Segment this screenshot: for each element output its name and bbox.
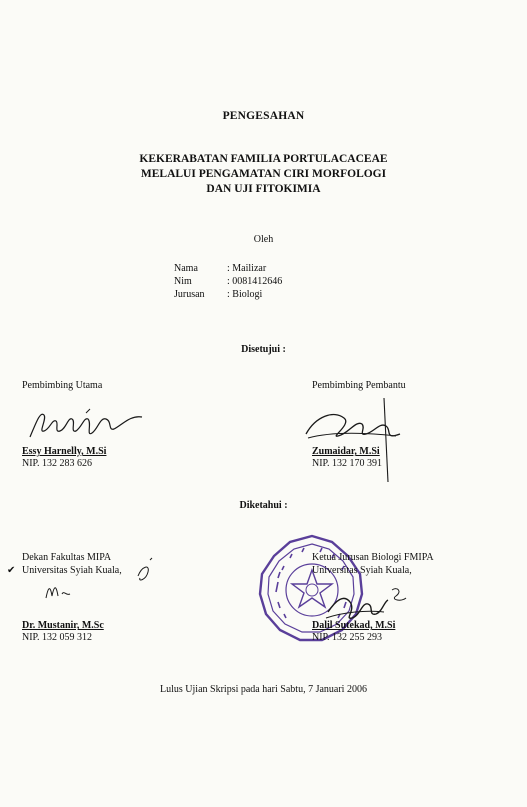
identity-row-nim [174, 275, 282, 288]
head-of-dept-name: Dalil Sutekad, M.Si [312, 620, 396, 631]
identity-label: Nama [174, 263, 198, 274]
signature-supervisor-main [26, 403, 146, 443]
identity-value: : Mailizar [227, 263, 267, 274]
approved-label: Disetujui : [241, 344, 286, 355]
dean-institution: Universitas Syiah Kuala, [22, 565, 122, 576]
identity-block [174, 262, 282, 301]
supervisor-assistant-nip: NIP. 132 170 391 [312, 458, 383, 469]
signature-supervisor-assistant [300, 396, 410, 486]
by-label: Oleh [253, 234, 274, 245]
page-title: PENGESAHAN [222, 110, 305, 122]
identity-label: Nim [174, 276, 192, 287]
identity-row-name [174, 262, 282, 275]
checkmark-icon: ✔ [7, 565, 16, 576]
identity-row-department [174, 288, 282, 301]
dean-name: Dr. Mustanir, M.Sc [22, 620, 104, 631]
head-of-dept-institution: Universitas Syiah Kuala, [312, 565, 412, 576]
thesis-title-line: DAN UJI FITOKIMIA [206, 183, 321, 195]
identity-value: : 0081412646 [227, 276, 283, 287]
supervisor-main-nip: NIP. 132 283 626 [22, 458, 93, 469]
dean-nip: NIP. 132 059 312 [22, 632, 93, 643]
supervisor-main-name: Essy Harnelly, M.Si [22, 446, 107, 457]
thesis-title-line: KEKERABATAN FAMILIA PORTULACACEAE [139, 153, 388, 165]
head-of-dept-role: Ketua Jurusan Biologi FMIPA [312, 552, 434, 563]
identity-label: Jurusan [174, 289, 205, 300]
thesis-title [0, 152, 527, 197]
thesis-title-line: MELALUI PENGAMATAN CIRI MORFOLOGI [140, 168, 387, 180]
head-of-dept-nip: NIP. 132 255 293 [312, 632, 383, 643]
acknowledged-label: Diketahui : [239, 500, 288, 511]
supervisor-assistant-name: Zumaidar, M.Si [312, 446, 380, 457]
signature-dean [40, 556, 160, 606]
identity-value: : Biologi [227, 289, 263, 300]
dean-role: Dekan Fakultas MIPA [22, 552, 112, 563]
supervisor-assistant-role: Pembimbing Pembantu [312, 380, 406, 391]
exam-note: Lulus Ujian Skripsi pada hari Sabtu, 7 Januari 2006 [160, 684, 367, 695]
supervisor-main-role: Pembimbing Utama [22, 380, 103, 391]
